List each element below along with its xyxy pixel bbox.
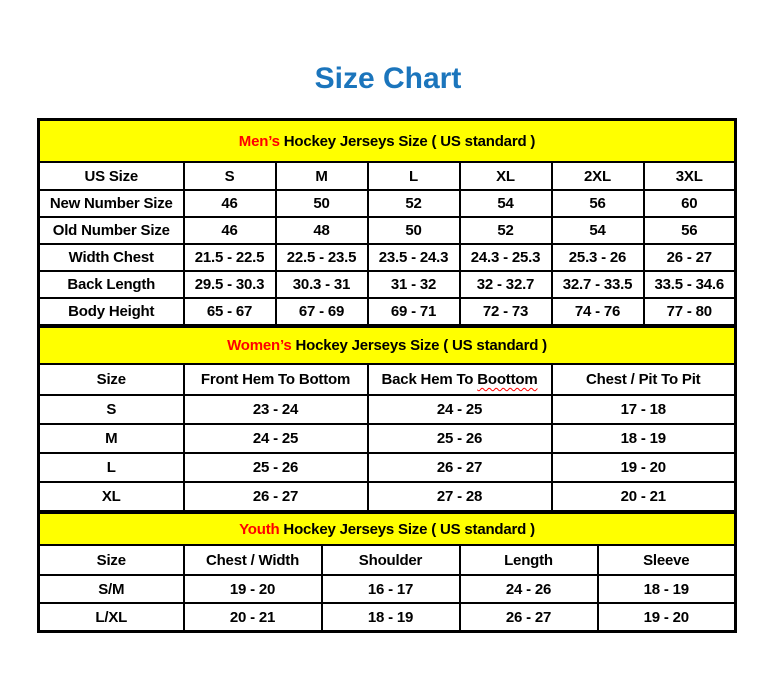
- womens-section-title-rest: Hockey Jerseys Size ( US standard ): [291, 337, 547, 354]
- col-header-chest-width: Chest / Width: [184, 545, 322, 575]
- size-cell: 26 - 27: [184, 482, 368, 511]
- col-header-2xl: 2XL: [552, 162, 644, 190]
- col-header-back-hem: [368, 364, 552, 395]
- size-cell: 29.5 - 30.3: [184, 271, 276, 298]
- row-label: M: [39, 424, 184, 453]
- size-cell: 25 - 26: [368, 424, 552, 453]
- size-cell: 54: [552, 217, 644, 244]
- table-row-womens-m: [39, 424, 736, 453]
- mens-section-title-rest: Hockey Jerseys Size ( US standard ): [279, 132, 536, 150]
- row-label: XL: [39, 482, 184, 511]
- size-cell: 23.5 - 24.3: [368, 244, 460, 271]
- size-cell: 69 - 71: [368, 298, 460, 325]
- size-cell: 24 - 25: [368, 395, 552, 424]
- size-cell: 46: [184, 190, 276, 217]
- size-cell: 60: [644, 190, 736, 217]
- size-cell: 30.3 - 31: [276, 271, 368, 298]
- row-label: L/XL: [39, 603, 184, 632]
- row-label: Back Length: [39, 271, 184, 298]
- youth-section-title-accent: Youth: [239, 520, 280, 538]
- size-cell: 26 - 27: [644, 244, 736, 271]
- size-cell: 19 - 20: [184, 575, 322, 603]
- youth-section-title: [39, 513, 736, 545]
- womens-size-table: [37, 326, 737, 512]
- size-cell: 24 - 25: [184, 424, 368, 453]
- col-header-sleeve: Sleeve: [598, 545, 736, 575]
- size-cell: 16 - 17: [322, 575, 460, 603]
- size-cell: 27 - 28: [368, 482, 552, 511]
- size-cell: 19 - 20: [598, 603, 736, 632]
- row-label: New Number Size: [39, 190, 184, 217]
- table-row-old-number-size: [39, 217, 736, 244]
- col-header-chest-pit: Chest / Pit To Pit: [552, 364, 736, 395]
- col-header-3xl: 3XL: [644, 162, 736, 190]
- size-cell: 20 - 21: [184, 603, 322, 632]
- row-label: S/M: [39, 575, 184, 603]
- table-row-width-chest: [39, 244, 736, 271]
- size-cell: 18 - 19: [598, 575, 736, 603]
- size-cell: 54: [460, 190, 552, 217]
- mens-size-table: [37, 118, 737, 326]
- size-cell: 52: [368, 190, 460, 217]
- size-cell: 72 - 73: [460, 298, 552, 325]
- col-header-shoulder: Shoulder: [322, 545, 460, 575]
- col-header-size: Size: [39, 364, 184, 395]
- size-cell: 24 - 26: [460, 575, 598, 603]
- row-label: Width Chest: [39, 244, 184, 271]
- size-cell: 21.5 - 22.5: [184, 244, 276, 271]
- youth-column-header-row: [39, 545, 736, 575]
- table-row-womens-xl: [39, 482, 736, 511]
- size-cell: 32.7 - 33.5: [552, 271, 644, 298]
- table-row-youth-lxl: [39, 603, 736, 632]
- size-cell: 65 - 67: [184, 298, 276, 325]
- col-header-xl: XL: [460, 162, 552, 190]
- size-cell: 25.3 - 26: [552, 244, 644, 271]
- size-cell: 74 - 76: [552, 298, 644, 325]
- mens-section-title: [39, 120, 736, 163]
- row-label: S: [39, 395, 184, 424]
- mens-section-title-accent: Men’s: [238, 132, 280, 150]
- size-cell: 26 - 27: [368, 453, 552, 482]
- size-cell: 52: [460, 217, 552, 244]
- col-header-s: S: [184, 162, 276, 190]
- womens-section-title-accent: Women’s: [227, 337, 292, 354]
- col-header-length: Length: [460, 545, 598, 575]
- size-cell: 46: [184, 217, 276, 244]
- youth-size-table: [37, 512, 737, 633]
- size-cell: 18 - 19: [552, 424, 736, 453]
- youth-section-band: [39, 513, 736, 545]
- col-header-m: M: [276, 162, 368, 190]
- size-cell: 25 - 26: [184, 453, 368, 482]
- mens-section-band: [39, 120, 736, 163]
- table-row-back-length: [39, 271, 736, 298]
- row-label: Old Number Size: [39, 217, 184, 244]
- table-row-womens-s: [39, 395, 736, 424]
- col-header-back-hem-prefix: Back Hem To: [381, 371, 478, 388]
- size-cell: 31 - 32: [368, 271, 460, 298]
- table-row-body-height: [39, 298, 736, 325]
- womens-section-band: [39, 327, 736, 364]
- size-cell: 18 - 19: [322, 603, 460, 632]
- size-cell: 50: [368, 217, 460, 244]
- size-cell: 20 - 21: [552, 482, 736, 511]
- col-header-back-hem-misspelled-word: Boottom: [477, 371, 538, 388]
- mens-column-header-row: [39, 162, 736, 190]
- womens-column-header-row: [39, 364, 736, 395]
- size-cell: 67 - 69: [276, 298, 368, 325]
- size-cell: 22.5 - 23.5: [276, 244, 368, 271]
- size-cell: 50: [276, 190, 368, 217]
- size-cell: 56: [644, 217, 736, 244]
- row-label: Body Height: [39, 298, 184, 325]
- col-header-us-size: US Size: [39, 162, 184, 190]
- size-cell: 32 - 32.7: [460, 271, 552, 298]
- table-row-new-number-size: [39, 190, 736, 217]
- youth-section-title-rest: Hockey Jerseys Size ( US standard ): [279, 520, 535, 538]
- size-cell: 26 - 27: [460, 603, 598, 632]
- size-cell: 19 - 20: [552, 453, 736, 482]
- size-cell: 17 - 18: [552, 395, 736, 424]
- size-cell: 77 - 80: [644, 298, 736, 325]
- page-title: Size Chart: [314, 62, 462, 95]
- col-header-front-hem: Front Hem To Bottom: [184, 364, 368, 395]
- col-header-size: Size: [39, 545, 184, 575]
- row-label: L: [39, 453, 184, 482]
- col-header-l: L: [368, 162, 460, 190]
- table-row-youth-sm: [39, 575, 736, 603]
- womens-section-title: [39, 327, 736, 364]
- size-cell: 23 - 24: [184, 395, 368, 424]
- size-cell: 48: [276, 217, 368, 244]
- size-cell: 24.3 - 25.3: [460, 244, 552, 271]
- size-cell: 56: [552, 190, 644, 217]
- size-cell: 33.5 - 34.6: [644, 271, 736, 298]
- table-row-womens-l: [39, 453, 736, 482]
- size-chart-tables: [37, 118, 737, 633]
